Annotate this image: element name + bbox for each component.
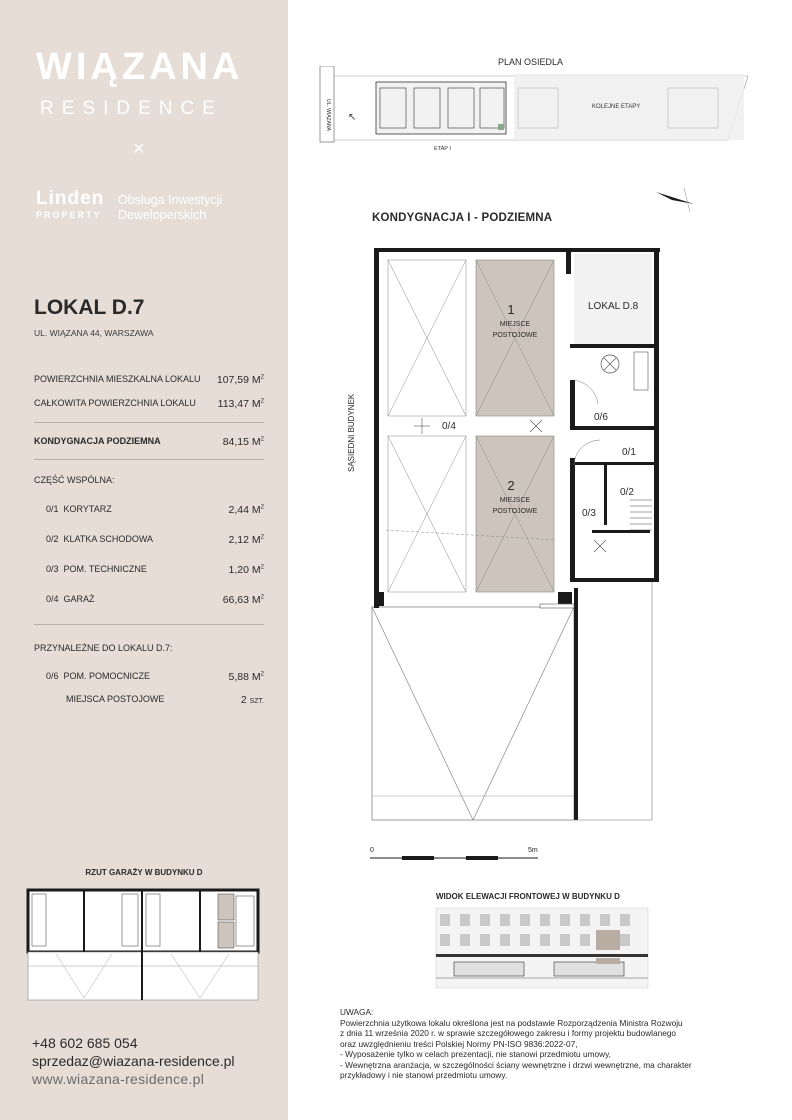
notes-block: [340, 1007, 760, 1081]
unit-title: LOKAL D.7: [34, 296, 145, 319]
unit-address: UL. WIĄZANA 44, WARSZAWA: [34, 328, 154, 338]
common-row: 0/2 KLATKA SCHODOWA 2,12 $M^2$: [46, 534, 264, 546]
living-area-row: POWIERZCHNIA MIESZKALNA LOKALU 107,59 $M^2$: [34, 374, 264, 386]
assigned-row: 0/6 POM. POMOCNICZE 5,88 $M^2$: [46, 671, 264, 683]
floor-plan: [330, 240, 670, 860]
info-sidebar: [0, 0, 288, 1120]
spot-2-number: 2: [507, 478, 515, 493]
total-area-row: CAŁKOWITA POWIERZCHNIA LOKALU 113,47 $M^2$: [34, 398, 264, 410]
mini-garage-plan: [26, 884, 262, 1004]
assigned-label: PRZYNALEŻNE DO LOKALU D.7:: [34, 643, 173, 653]
contact-phone[interactable]: +48 602 685 054: [32, 1035, 138, 1051]
notes-line: z dnia 11 września 2020 r. w sprawie szczegółowego zakresu i formy projektu budowlanego: [340, 1028, 677, 1038]
brand-logo-sub: RESIDENCE: [40, 98, 223, 119]
notes-line: Powierzchnia użytkowa lokalu określona jest na podstawie Rozporządzenia Ministra Rozwoju: [340, 1017, 683, 1028]
notes-line: oraz uwzględnieniu treści Polskiej Normy PN-ISO 9836:2022-07,: [340, 1038, 578, 1049]
room-02-label: 0/2: [620, 487, 634, 498]
room-06-label: 0/6: [594, 412, 608, 423]
partner-description: Obsługa Inwestycji Deweloperskich: [118, 193, 223, 222]
cross-icon: ×: [133, 138, 145, 160]
room-03-label: 0/3: [582, 508, 596, 519]
parking-row: MIEJSCA POSTOJOWE 2 SZT.: [66, 694, 264, 706]
partner-logo-name: Linden: [36, 188, 105, 209]
notes-line: - Wewnętrzna aranżacja, w szczególności ściany wewnętrzne i drzwi wewnętrzne, ma charakter: [340, 1059, 692, 1070]
front-elevation: [434, 906, 650, 990]
site-plan: [318, 66, 758, 156]
scale-bar: [362, 842, 552, 864]
site-plan-title: PLAN OSIEDLA: [498, 57, 564, 67]
divider: [34, 459, 264, 460]
floor-title: KONDYGNACJA I - PODZIEMNA: [372, 212, 553, 224]
spot-2-label-1: MIEJSCE: [499, 497, 531, 504]
scale-zero: 0: [370, 847, 374, 854]
notes-line: - Wyposażenie tylko w celach prezentacji, nie stanowi przedmiotu umowy,: [340, 1049, 611, 1059]
elevation-title: WIDOK ELEWACJI FRONTOWEJ W BUDYNKU D: [436, 892, 620, 901]
spot-1-label-1: MIEJSCE: [499, 321, 531, 328]
lokal-d8-label: LOKAL D.8: [588, 301, 639, 312]
notes-title: UWAGA:: [340, 1007, 374, 1017]
spot-2-label-2: POSTOJOWE: [492, 508, 538, 515]
next-stages-label: KOLEJNE ETAPY: [592, 104, 641, 110]
spot-1-number: 1: [507, 302, 515, 317]
common-row: 0/4 GARAŻ 66,63 $M^2$: [46, 594, 264, 606]
basement-area-row: KONDYGNACJA PODZIEMNA 84,15 $M^2$: [34, 436, 264, 448]
spot-1-label-2: POSTOJOWE: [492, 332, 538, 339]
contact-website[interactable]: www.wiazana-residence.pl: [32, 1071, 205, 1087]
divider: [34, 624, 264, 625]
brand-logo-name: WIĄZANA: [36, 46, 244, 88]
room-04-label: 0/4: [442, 421, 456, 432]
common-row: 0/3 POM. TECHNICZNE 1,20 $M^2$: [46, 564, 264, 576]
living-area-value: 107,59: [216, 374, 249, 386]
partner-logo-property: PROPERTY: [36, 210, 102, 220]
north-arrow-small-icon: ↖: [348, 112, 357, 123]
contact-email[interactable]: sprzedaz@wiazana-residence.pl: [32, 1053, 235, 1069]
common-label: CZĘŚĆ WSPÓLNA:: [34, 475, 115, 485]
mini-plan-title: RZUT GARAŻY W BUDYNKU D: [85, 868, 203, 877]
total-area-value: 113,47: [217, 398, 249, 410]
basement-area-value: 84,15: [222, 436, 249, 448]
north-arrow-icon: [654, 186, 696, 214]
stage-label: ETAP I: [434, 146, 451, 152]
common-row: 0/1 KORYTARZ 2,44 $M^2$: [46, 504, 264, 516]
neighbour-building-label: SĄSIEDNI BUDYNEK: [347, 393, 356, 472]
notes-line: przykładowy i nie stanowi przedmiotu umowy.: [340, 1070, 508, 1080]
street-label: UL. WIĄZANA: [325, 99, 331, 131]
room-01-label: 0/1: [622, 447, 636, 458]
scale-five: 5m: [528, 847, 538, 854]
divider: [34, 422, 264, 423]
